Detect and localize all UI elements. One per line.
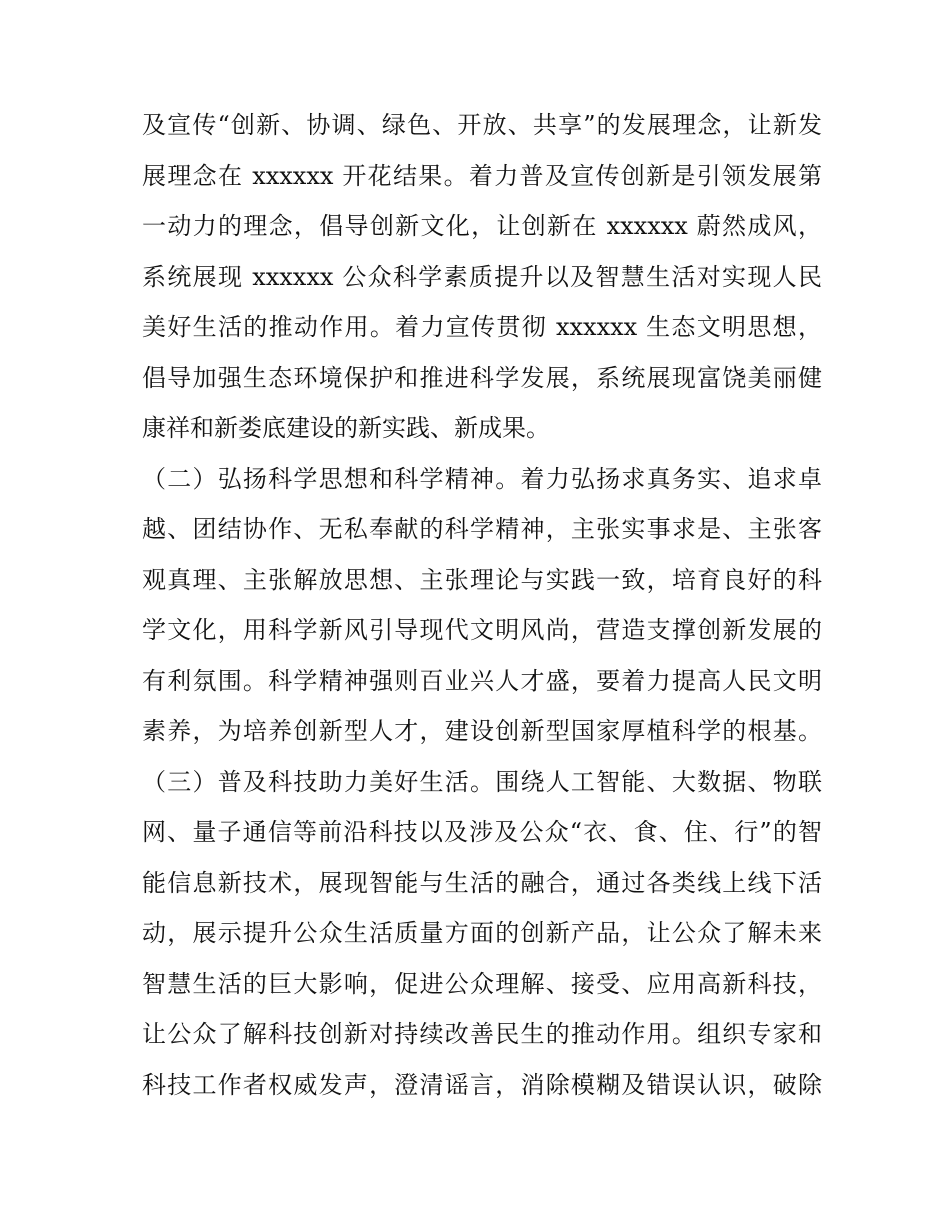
text-line: 美好生活的推动作用。着力宣传贯彻 xxxxxx 生态文明思想， xyxy=(142,313,822,341)
text-line: 能信息新技术，展现智能与生活的融合，通过各类线上线下活 xyxy=(142,868,822,897)
text-line: （三）普及科技助力美好生活。围绕人工智能、大数据、物联 xyxy=(142,767,822,796)
text-line: 让公众了解科技创新对持续改善民生的推动作用。组织专家和 xyxy=(142,1020,822,1048)
text-line: 越、团结协作、无私奉献的科学精神，主张实事求是、主张客 xyxy=(142,515,822,543)
text-line: 一动力的理念，倡导创新文化，让创新在 xxxxxx 蔚然成风， xyxy=(142,212,822,240)
text-line: 动，展示提升公众生活质量方面的创新产品，让公众了解未来 xyxy=(142,919,822,947)
text-line: 及宣传“创新、协调、绿色、开放、共享”的发展理念，让新发 xyxy=(142,111,822,139)
text-line: 观真理、主张解放思想、主张理论与实践一致，培育良好的科 xyxy=(142,565,822,594)
text-line: 有利氛围。科学精神强则百业兴人才盛，要着力提高人民文明 xyxy=(142,666,822,695)
body-text xyxy=(142,100,822,1110)
text-line: 展理念在 xxxxxx 开花结果。着力普及宣传创新是引领发展第 xyxy=(142,161,822,190)
text-line: 康祥和新娄底建设的新实践、新成果。 xyxy=(142,414,550,442)
text-line: 系统展现 xxxxxx 公众科学素质提升以及智慧生活对实现人民 xyxy=(142,262,822,291)
text-line: 科技工作者权威发声，澄清谣言，消除模糊及错误认识，破除 xyxy=(142,1070,822,1099)
text-line: 倡导加强生态环境保护和推进科学发展，系统展现富饶美丽健 xyxy=(142,363,822,392)
text-line: 网、量子通信等前沿科技以及涉及公众“衣、食、住、行”的智 xyxy=(142,818,822,846)
text-line: 素养，为培养创新型人才，建设创新型国家厚植科学的根基。 xyxy=(142,717,822,745)
text-line: （二）弘扬科学思想和科学精神。着力弘扬求真务实、追求卓 xyxy=(142,464,822,493)
text-line: 学文化，用科学新风引导现代文明风尚，营造支撑创新发展的 xyxy=(142,616,822,644)
text-line: 智慧生活的巨大影响，促进公众理解、接受、应用高新科技， xyxy=(142,969,822,998)
